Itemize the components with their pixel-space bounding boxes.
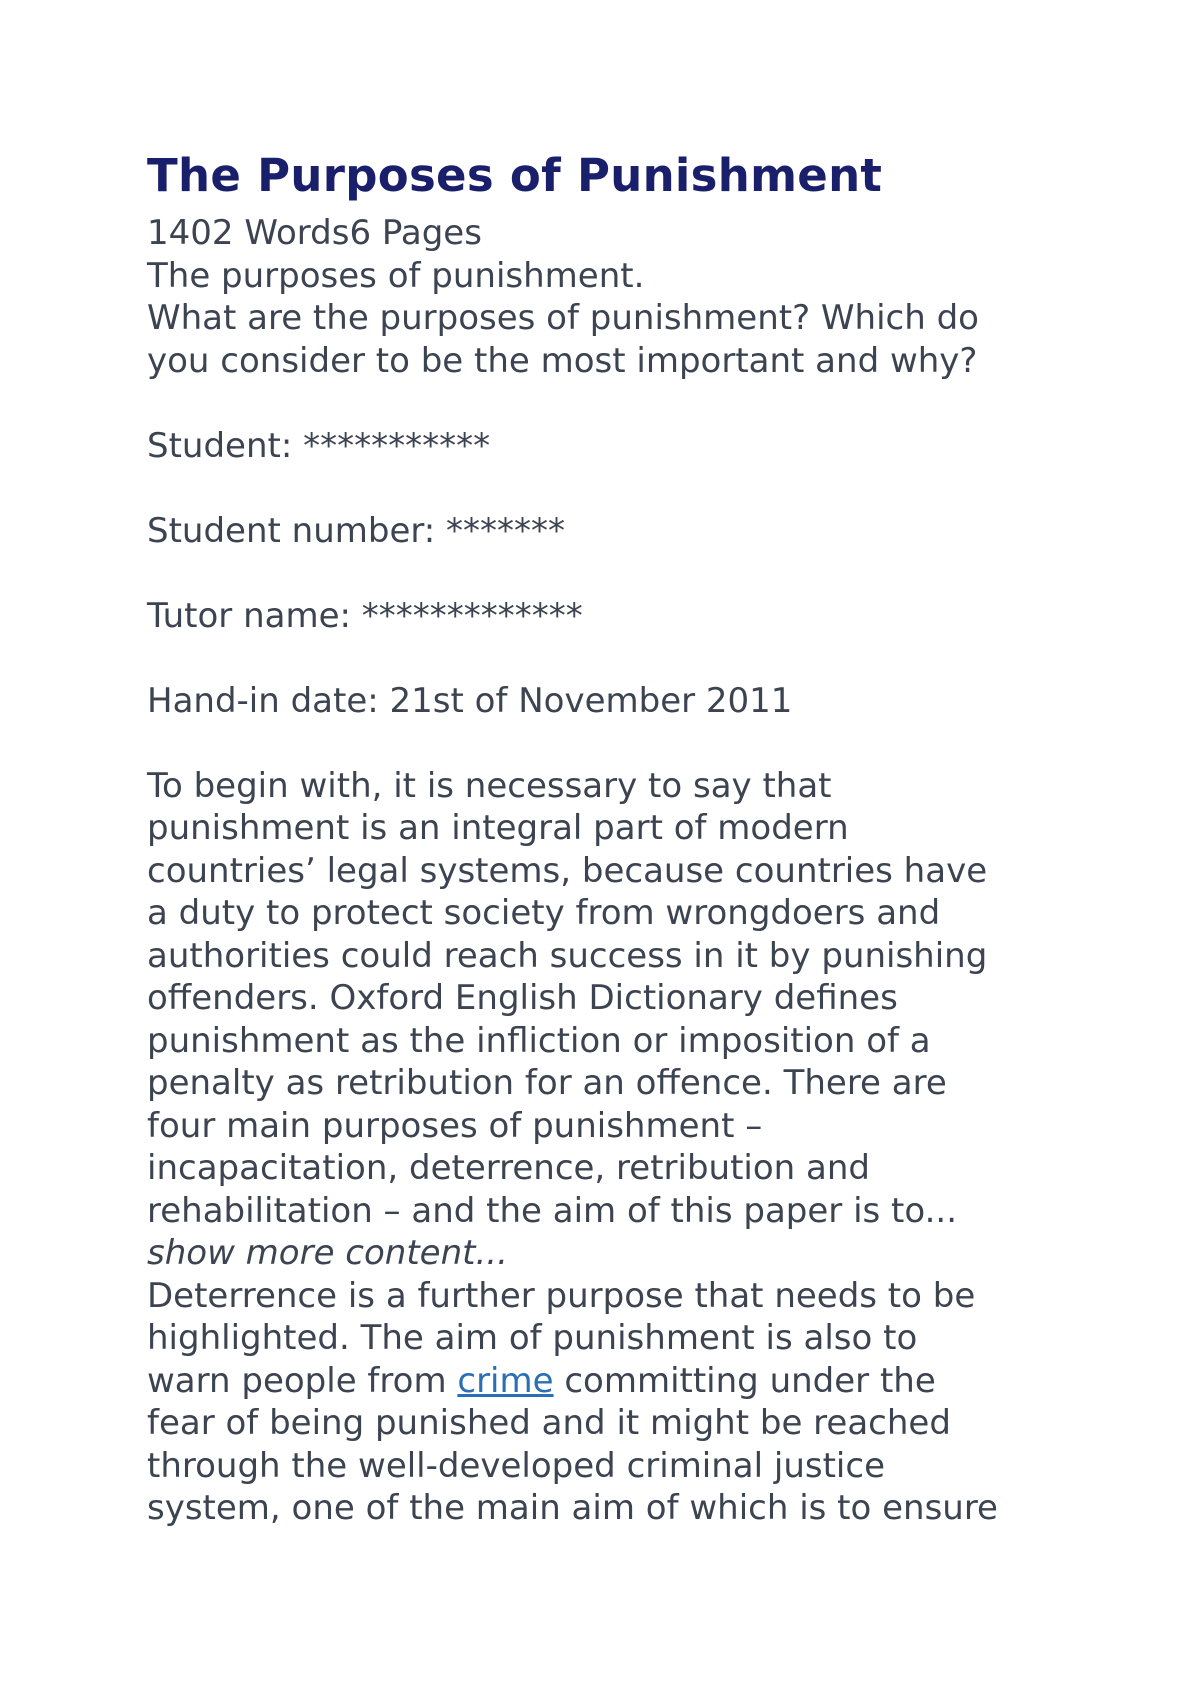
intro-line: authorities could reach success in it by punishing <box>147 935 988 976</box>
tutor-name-field: Tutor name: ************* <box>147 595 583 636</box>
student-field: Student: *********** <box>147 425 491 466</box>
intro-line: four main purposes of punishment – <box>147 1105 763 1146</box>
link-line-suffix: committing under the <box>553 1360 936 1401</box>
intro-line: punishment as the infliction or imposition of a <box>147 1020 931 1061</box>
intro-line: a duty to protect society from wrongdoers and <box>147 893 941 933</box>
show-more-link[interactable]: show more content... <box>147 1233 508 1273</box>
intro-line: countries’ legal systems, because countries have <box>147 850 988 891</box>
intro-line: rehabilitation – and the aim of this paper is to... <box>147 1190 958 1231</box>
intro-paragraph <box>147 765 1097 1275</box>
intro-line: punishment is an integral part of modern <box>147 808 849 848</box>
student-number-field: Student number: ******* <box>147 510 566 551</box>
deterrence-line: fear of being punished and it might be reached <box>147 1403 951 1443</box>
intro-line: penalty as retribution for an offence. There are <box>147 1063 947 1103</box>
deterrence-line: through the well-developed criminal justice <box>147 1445 885 1486</box>
document-subtitle: The purposes of punishment. <box>147 255 645 296</box>
document-page <box>147 140 1097 1530</box>
question-line: What are the purposes of punishment? Which do <box>147 298 979 338</box>
deterrence-line: Deterrence is a further purpose that needs to be <box>147 1275 976 1316</box>
deterrence-paragraph <box>147 1275 1097 1530</box>
question-line: you consider to be the most important and why? <box>147 340 978 381</box>
deterrence-line: highlighted. The aim of punishment is also to <box>147 1318 918 1358</box>
intro-line: To begin with, it is necessary to say that <box>147 765 832 806</box>
link-line-prefix: warn people from <box>147 1360 458 1401</box>
deterrence-line-with-link <box>147 1360 1097 1403</box>
intro-line: incapacitation, deterrence, retribution and <box>147 1148 870 1188</box>
crime-link[interactable]: crime <box>457 1360 554 1401</box>
document-meta: 1402 Words6 Pages <box>147 213 482 253</box>
hand-in-date-field: Hand-in date: 21st of November 2011 <box>147 680 793 721</box>
document-title: The Purposes of Punishment <box>147 149 883 202</box>
intro-line: offenders. Oxford English Dictionary defines <box>147 978 898 1018</box>
deterrence-line: system, one of the main aim of which is to ensure <box>147 1488 998 1528</box>
